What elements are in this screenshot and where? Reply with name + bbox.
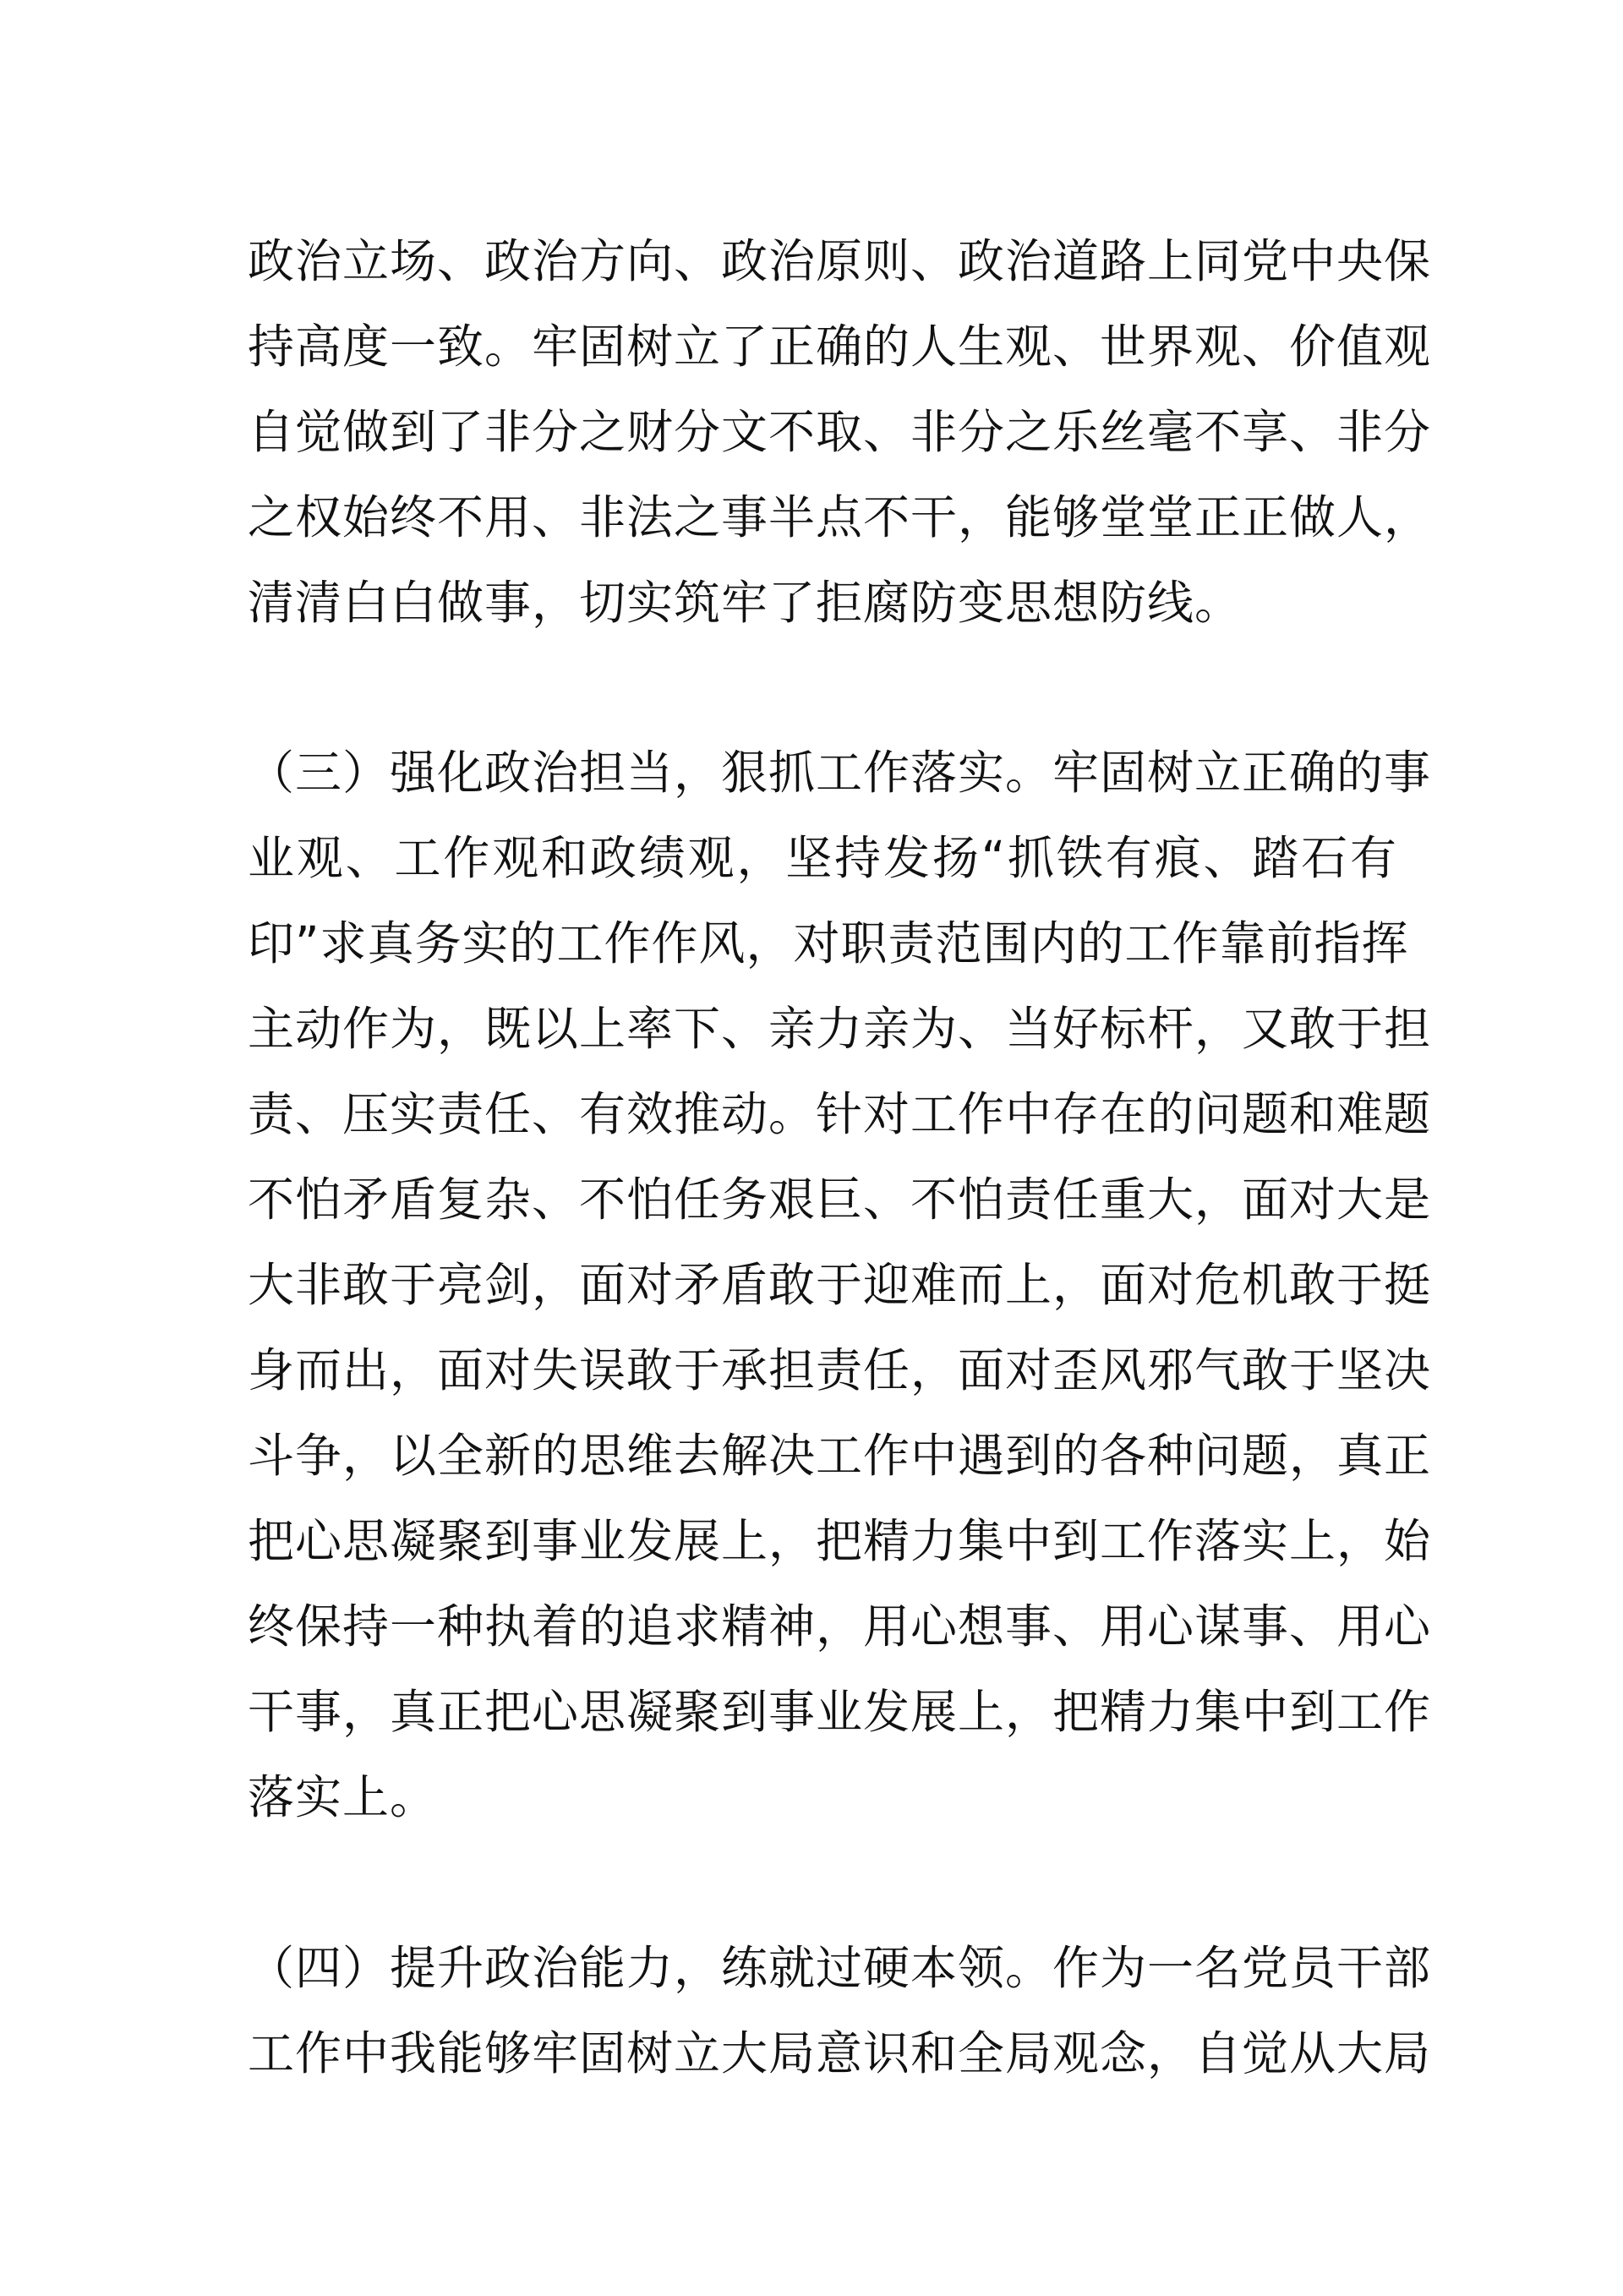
text-line: 责、压实责任、有效推动。针对工作中存在的问题和难题 <box>248 1087 1432 1141</box>
section-heading-line: （三）强化政治担当，狠抓工作落实。牢固树立正确的事 <box>248 746 1432 800</box>
text-line: 工作中我能够牢固树立大局意识和全局观念，自觉从大局 <box>248 2026 1432 2080</box>
text-line: 主动作为，既以上率下、亲力亲为、当好标杆，又敢于担 <box>248 1002 1432 1056</box>
text-line: 不怕矛盾复杂、不怕任务艰巨、不怕责任重大，面对大是 <box>248 1173 1432 1227</box>
text-line: 持高度一致。牢固树立了正确的人生观、世界观、价值观 <box>248 320 1432 374</box>
text-line: 政治立场、政治方向、政治原则、政治道路上同党中央保 <box>248 234 1432 288</box>
text-line: 业观、工作观和政绩观，坚持发扬“抓铁有痕、踏石有 <box>248 831 1397 885</box>
text-line: 自觉做到了非分之财分文不取、非分之乐丝毫不享、非分 <box>248 405 1432 459</box>
text-line: 落实上。 <box>248 1770 438 1824</box>
text-line: 印”求真务实的工作作风，对职责范围内的工作靠前指挥 <box>248 916 1409 970</box>
text-line: 干事，真正把心思凝聚到事业发展上，把精力集中到工作 <box>248 1685 1432 1739</box>
text-line: 把心思凝聚到事业发展上，把精力集中到工作落实上，始 <box>248 1514 1432 1568</box>
section-heading-line: （四）提升政治能力，练就过硬本领。作为一名党员干部 <box>248 1941 1432 1995</box>
text-line: 清清白白做事，切实筑牢了拒腐防变思想防线。 <box>248 576 1243 630</box>
text-line: 身而出，面对失误敢于承担责任，面对歪风邪气敢于坚决 <box>248 1343 1432 1397</box>
text-line: 斗争，以全新的思维去解决工作中遇到的各种问题，真正 <box>248 1429 1432 1483</box>
text-line: 之权始终不用、非法之事半点不干，能够堂堂正正做人， <box>248 490 1432 544</box>
text-line: 大非敢于亮剑，面对矛盾敢于迎难而上，面对危机敢于挺 <box>248 1258 1432 1312</box>
text-line: 终保持一种执着的追求精神，用心想事、用心谋事、用心 <box>248 1599 1432 1654</box>
